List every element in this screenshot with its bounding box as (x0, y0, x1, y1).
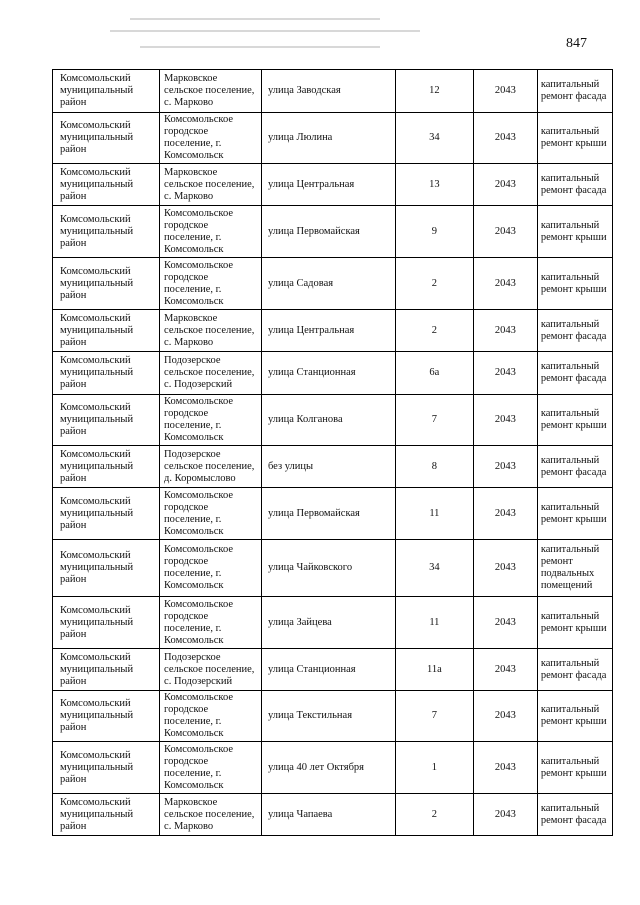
house-number-cell: 2 (395, 258, 473, 310)
planned-year-cell: 2043 (474, 446, 538, 488)
municipal-district-cell: Комсомольский муниципальный район (53, 649, 160, 691)
settlement-cell: Комсомольское городское поселение, г. Комсомольск (160, 597, 262, 649)
house-number-cell: 2 (395, 310, 473, 352)
settlement-cell: Комсомольское городское поселение, г. Комсомольск (160, 540, 262, 597)
table-row (53, 310, 613, 352)
work-type-cell: капитальный ремонт крыши (537, 742, 612, 794)
settlement-cell: Марковское сельское поселение, с. Марково (160, 794, 262, 836)
settlement-cell: Комсомольское городское поселение, г. Комсомольск (160, 691, 262, 742)
work-type-cell: капитальный ремонт фасада (537, 70, 612, 113)
planned-year-cell: 2043 (474, 395, 538, 446)
planned-year-cell: 2043 (474, 352, 538, 395)
municipal-district-cell: Комсомольский муниципальный район (53, 742, 160, 794)
table-row (53, 113, 613, 164)
street-cell: улица Станционная (261, 352, 395, 395)
municipal-district-cell: Комсомольский муниципальный район (53, 540, 160, 597)
street-cell: улица Чайковского (261, 540, 395, 597)
street-cell: улица Центральная (261, 310, 395, 352)
street-cell: улица 40 лет Октября (261, 742, 395, 794)
settlement-cell: Подозерское сельское поселение, с. Подозерский (160, 649, 262, 691)
work-type-cell: капитальный ремонт крыши (537, 488, 612, 540)
scan-noise (130, 18, 380, 20)
street-cell: улица Центральная (261, 164, 395, 206)
table-row (53, 258, 613, 310)
street-cell: улица Первомайская (261, 488, 395, 540)
planned-year-cell: 2043 (474, 540, 538, 597)
work-type-cell: капитальный ремонт крыши (537, 206, 612, 258)
planned-year-cell: 2043 (474, 113, 538, 164)
work-type-cell: капитальный ремонт крыши (537, 691, 612, 742)
street-cell: улица Люлина (261, 113, 395, 164)
table-row (53, 691, 613, 742)
work-type-cell: капитальный ремонт крыши (537, 258, 612, 310)
settlement-cell: Комсомольское городское поселение, г. Комсомольск (160, 395, 262, 446)
housing-repair-table (52, 69, 613, 836)
work-type-cell: капитальный ремонт подвальных помещений (537, 540, 612, 597)
street-cell: улица Колганова (261, 395, 395, 446)
work-type-cell: капитальный ремонт фасада (537, 446, 612, 488)
house-number-cell: 11 (395, 488, 473, 540)
house-number-cell: 13 (395, 164, 473, 206)
house-number-cell: 12 (395, 70, 473, 113)
municipal-district-cell: Комсомольский муниципальный район (53, 258, 160, 310)
settlement-cell: Комсомольское городское поселение, г. Комсомольск (160, 206, 262, 258)
planned-year-cell: 2043 (474, 794, 538, 836)
planned-year-cell: 2043 (474, 597, 538, 649)
municipal-district-cell: Комсомольский муниципальный район (53, 446, 160, 488)
table-row (53, 597, 613, 649)
municipal-district-cell: Комсомольский муниципальный район (53, 164, 160, 206)
municipal-district-cell: Комсомольский муниципальный район (53, 352, 160, 395)
table-row (53, 794, 613, 836)
work-type-cell: капитальный ремонт фасада (537, 649, 612, 691)
settlement-cell: Комсомольское городское поселение, г. Комсомольск (160, 258, 262, 310)
settlement-cell: Подозерское сельское поселение, с. Подозерский (160, 352, 262, 395)
work-type-cell: капитальный ремонт фасада (537, 164, 612, 206)
table-row (53, 446, 613, 488)
street-cell: улица Станционная (261, 649, 395, 691)
table-row (53, 164, 613, 206)
house-number-cell: 34 (395, 540, 473, 597)
table-row (53, 70, 613, 113)
work-type-cell: капитальный ремонт фасада (537, 352, 612, 395)
municipal-district-cell: Комсомольский муниципальный район (53, 113, 160, 164)
table-row (53, 649, 613, 691)
settlement-cell: Подозерское сельское поселение, д. Коромыслово (160, 446, 262, 488)
table-row (53, 540, 613, 597)
house-number-cell: 11 (395, 597, 473, 649)
planned-year-cell: 2043 (474, 164, 538, 206)
house-number-cell: 2 (395, 794, 473, 836)
page-number: 847 (566, 36, 587, 51)
street-cell: улица Заводская (261, 70, 395, 113)
planned-year-cell: 2043 (474, 649, 538, 691)
house-number-cell: 8 (395, 446, 473, 488)
house-number-cell: 9 (395, 206, 473, 258)
municipal-district-cell: Комсомольский муниципальный район (53, 206, 160, 258)
work-type-cell: капитальный ремонт крыши (537, 395, 612, 446)
municipal-district-cell: Комсомольский муниципальный район (53, 488, 160, 540)
work-type-cell: капитальный ремонт крыши (537, 597, 612, 649)
table-row (53, 206, 613, 258)
work-type-cell: капитальный ремонт фасада (537, 794, 612, 836)
street-cell: без улицы (261, 446, 395, 488)
table-row (53, 742, 613, 794)
municipal-district-cell: Комсомольский муниципальный район (53, 70, 160, 113)
settlement-cell: Комсомольское городское поселение, г. Комсомольск (160, 113, 262, 164)
municipal-district-cell: Комсомольский муниципальный район (53, 395, 160, 446)
municipal-district-cell: Комсомольский муниципальный район (53, 691, 160, 742)
municipal-district-cell: Комсомольский муниципальный район (53, 794, 160, 836)
house-number-cell: 34 (395, 113, 473, 164)
scan-noise (140, 46, 380, 48)
planned-year-cell: 2043 (474, 742, 538, 794)
house-number-cell: 7 (395, 395, 473, 446)
table-row (53, 488, 613, 540)
municipal-district-cell: Комсомольский муниципальный район (53, 597, 160, 649)
settlement-cell: Марковское сельское поселение, с. Марково (160, 164, 262, 206)
settlement-cell: Марковское сельское поселение, с. Марково (160, 310, 262, 352)
street-cell: улица Первомайская (261, 206, 395, 258)
planned-year-cell: 2043 (474, 310, 538, 352)
planned-year-cell: 2043 (474, 488, 538, 540)
scan-noise (110, 30, 420, 32)
house-number-cell: 6а (395, 352, 473, 395)
settlement-cell: Комсомольское городское поселение, г. Комсомольск (160, 488, 262, 540)
planned-year-cell: 2043 (474, 70, 538, 113)
work-type-cell: капитальный ремонт фасада (537, 310, 612, 352)
street-cell: улица Зайцева (261, 597, 395, 649)
municipal-district-cell: Комсомольский муниципальный район (53, 310, 160, 352)
street-cell: улица Чапаева (261, 794, 395, 836)
house-number-cell: 1 (395, 742, 473, 794)
street-cell: улица Текстильная (261, 691, 395, 742)
street-cell: улица Садовая (261, 258, 395, 310)
house-number-cell: 7 (395, 691, 473, 742)
settlement-cell: Марковское сельское поселение, с. Марково (160, 70, 262, 113)
planned-year-cell: 2043 (474, 206, 538, 258)
planned-year-cell: 2043 (474, 691, 538, 742)
work-type-cell: капитальный ремонт крыши (537, 113, 612, 164)
planned-year-cell: 2043 (474, 258, 538, 310)
table-row (53, 395, 613, 446)
table-row (53, 352, 613, 395)
house-number-cell: 11а (395, 649, 473, 691)
settlement-cell: Комсомольское городское поселение, г. Комсомольск (160, 742, 262, 794)
